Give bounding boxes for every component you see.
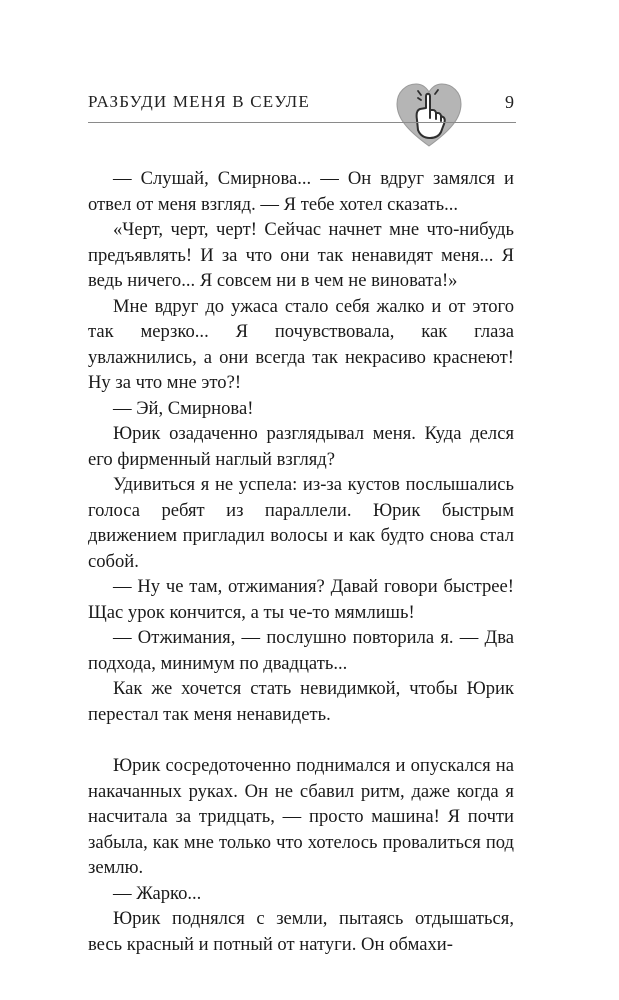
paragraph: — Жарко... — [113, 882, 202, 904]
paragraph: Юрик поднялся с земли, пытаясь отдышаться, весь красный и потный от натуги. Он обмахи- — [88, 908, 514, 955]
paragraph: Юрик озадаченно разглядывал меня. Куда делся его фирменный наглый взгляд? — [88, 423, 514, 470]
paragraph: Удивиться я не успела: из-за кустов послышались голоса ребят из параллели. Юрик быстрым движением пригладил волосы и как будто снова стал собой. — [88, 474, 514, 572]
running-header — [88, 86, 516, 124]
paragraph: — Слушай, Смирнова... — Он вдруг замялся и отвел от меня взгляд. — Я тебе хотел сказать... — [88, 168, 514, 215]
page-number: 9 — [505, 92, 514, 112]
paragraph: — Эй, Смирнова! — [113, 397, 254, 419]
paragraph: Мне вдруг до ужаса стало себя жалко и от этого так мерзко... Я почувствовала, как глаза увлажнились, а они всегда так некрасиво краснеют! Ну за что мне это?! — [88, 295, 514, 393]
paragraph: — Ну че там, отжимания? Давай говори быстрее! Щас урок кончится, а ты че-то мямлишь! — [88, 576, 514, 623]
paragraph: Как же хочется стать невидимкой, чтобы Юрик перестал так меня ненавидеть. — [88, 678, 514, 725]
section-break — [88, 727, 514, 753]
paragraph: — Отжимания, — послушно повторила я. — Два подхода, минимум по двадцать... — [88, 627, 514, 674]
paragraph: «Черт, черт, черт! Сейчас начнет мне что-нибудь предъявлять! И за что они так ненавидят меня... Я ведь ничего... Я совсем ни в чем не виновата!» — [88, 219, 514, 291]
book-title: РАЗБУДИ МЕНЯ В СЕУЛЕ — [88, 92, 310, 111]
body-text — [88, 166, 514, 957]
heart-with-hand-icon — [393, 80, 465, 152]
paragraph: Юрик сосредоточенно поднимался и опускался на накачанных руках. Он не сбавил ритм, даже когда я насчитала за тридцать, — просто машина! Я почти забыла, как мне только что хотелось провалиться под землю. — [88, 755, 514, 878]
header-rule — [88, 122, 516, 123]
